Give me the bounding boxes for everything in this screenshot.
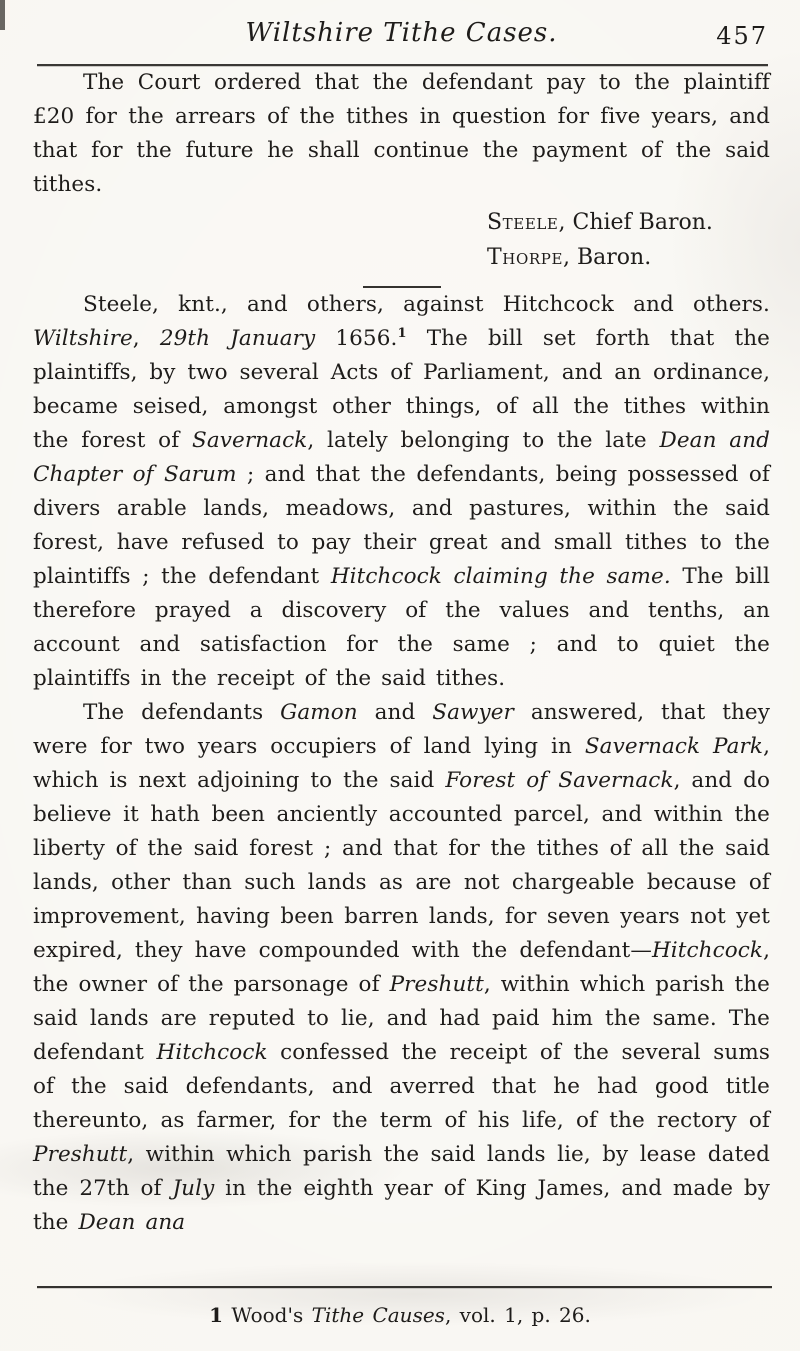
text-segment: Forest of Savernack xyxy=(445,768,674,793)
text-segment: Hitchcock claiming the same. xyxy=(330,564,671,589)
text-segment: in the eighth year of King James, and made by the xyxy=(33,1176,770,1235)
text-segment: , which is next adjoining to the said xyxy=(33,734,770,793)
footnote xyxy=(0,1303,800,1327)
text-segment: ; and that the defendants, being possessed of divers arable lands, meadows, and pastures, within the said forest, have refused to pay their great and small tithes to the plaintiffs ; the defendant xyxy=(33,462,770,589)
text-segment: Wiltshire xyxy=(33,326,133,351)
paragraph-bill xyxy=(33,288,770,696)
text-segment: Savernack Park xyxy=(584,734,764,759)
text-segment: Dean and Chapter of Sarum xyxy=(33,428,771,487)
text-segment: Sawyer xyxy=(432,700,514,725)
text-segment: Steele xyxy=(487,210,559,235)
text-segment: , within which parish the said lands are reputed to lie, and had paid him the same. The defendant xyxy=(33,972,770,1065)
paragraph-court-order xyxy=(33,66,770,202)
text-segment: , vol. 1, p. 26. xyxy=(444,1303,591,1327)
text-segment: confessed the receipt of the several sums of the said defendants, and averred that he had good title thereunto, as farmer, for the term of his life, of the rectory of xyxy=(33,1040,770,1133)
footnote-rule xyxy=(37,1286,772,1288)
text-segment: Preshutt xyxy=(33,1142,128,1167)
text-segment: Tithe Causes xyxy=(311,1303,445,1327)
footnote-marker: 1 xyxy=(397,325,407,341)
text-segment: The defendants xyxy=(83,700,281,725)
signature-block xyxy=(487,205,770,275)
running-title: Wiltshire Tithe Cases. xyxy=(245,18,558,48)
text-segment: Hitchcock xyxy=(156,1040,268,1065)
text-segment: Savernack xyxy=(192,428,308,453)
text-segment: , Chief Baron. xyxy=(558,210,713,235)
text-segment: The Court ordered that the defendant pay to the plaintiff £20 for the arrears of the tithes in question for five years, and that for the future he shall continue the payment of the said tithes. xyxy=(33,70,770,197)
text-segment: 1656. xyxy=(315,326,398,351)
signature-thorpe xyxy=(487,240,770,275)
signature-steele xyxy=(487,205,770,240)
text-segment: Dean ana xyxy=(78,1210,186,1235)
text-segment: The bill set forth that the plaintiffs, by two several Acts of Parliament, and an ordinance, became seised, amongst other things, of all the tithes within the forest of xyxy=(33,326,770,453)
text-segment: 29th January xyxy=(159,326,316,351)
text-segment: Hitchcock xyxy=(651,938,764,963)
text-segment: Preshutt xyxy=(389,972,484,997)
text-segment: Gamon xyxy=(280,700,358,725)
text-segment: answered, that they were for two years occupiers of land lying in xyxy=(33,700,770,759)
text-segment: , xyxy=(132,326,160,351)
text-segment: , within which parish the said lands lie, by lease dated the 27th of xyxy=(33,1142,770,1201)
text-segment: July xyxy=(172,1176,215,1201)
text-segment: , Baron. xyxy=(563,245,652,270)
text-segment: and xyxy=(357,700,433,725)
scan-artifact-corner xyxy=(0,0,5,30)
text-segment: Steele, knt., and others, against Hitchcock and others. xyxy=(83,292,770,317)
text-segment: The bill therefore prayed a discovery of the values and tenths, an account and satisfaction for the same ; and to quiet the plaintiffs in the receipt of the said tithes. xyxy=(33,564,770,691)
text-segment: Wood's xyxy=(223,1303,312,1327)
text-segment: , the owner of the parsonage of xyxy=(33,938,770,997)
text-segment: , and do believe it hath been anciently accounted parcel, and within the liberty of the said forest ; and that for the tithes of all the said lands, other than such lands as are not chargeable because of improvement, having been barren lands, for seven years not yet expired, they have compounded with the defendant— xyxy=(33,768,770,963)
footnote-marker: 1 xyxy=(209,1303,224,1327)
page-number: 457 xyxy=(716,22,768,50)
text-segment: Thorpe xyxy=(487,245,563,270)
text-segment: , lately belonging to the late xyxy=(307,428,660,453)
paragraph-answer xyxy=(33,696,770,1240)
running-head xyxy=(33,14,770,56)
